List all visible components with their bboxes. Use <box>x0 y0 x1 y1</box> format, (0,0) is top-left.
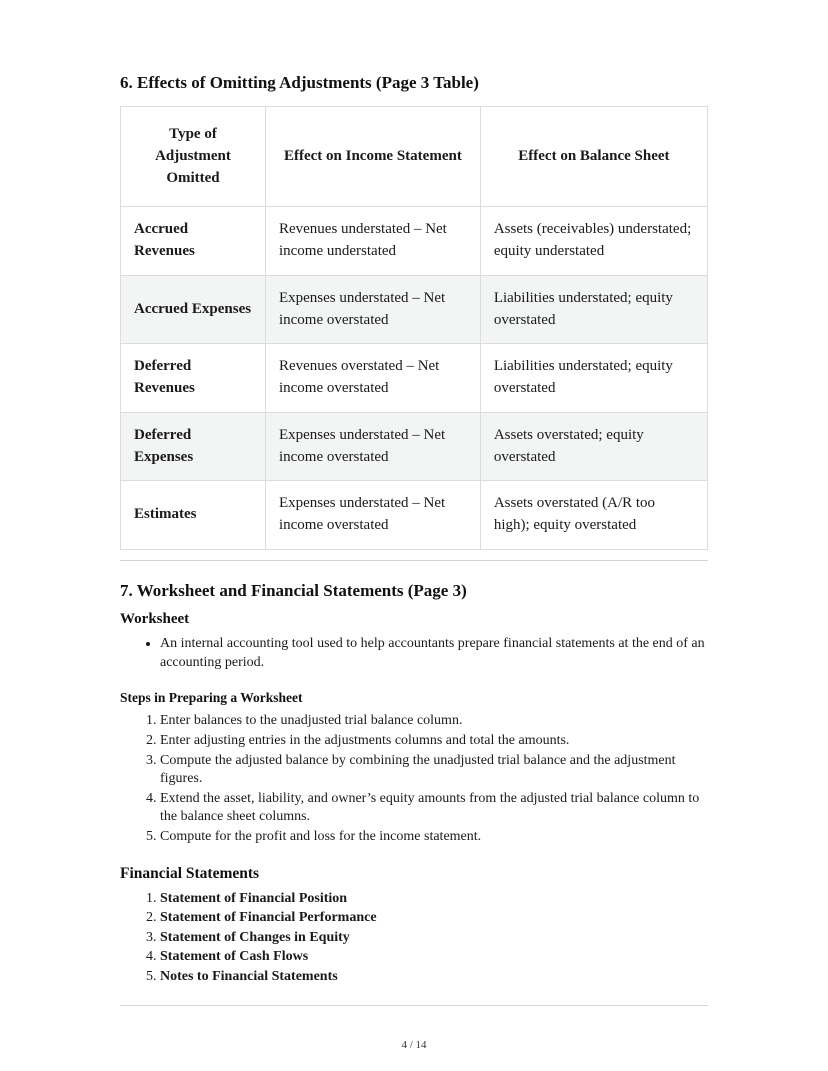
list-item: 3. Compute the adjusted balance by combining the unadjusted trial balance and the adjustment figures. <box>160 752 708 789</box>
list-item: 1. Statement of Financial Position <box>160 890 708 909</box>
financial-statements-list <box>120 890 708 987</box>
list-item: 4. Extend the asset, liability, and owner’s equity amounts from the adjusted trial balance column to the balance sheet columns. <box>160 790 708 827</box>
list-item: 5. Compute for the profit and loss for the income statement. <box>160 828 708 847</box>
list-item: 2. Statement of Financial Performance <box>160 909 708 928</box>
table-cell-income: Revenues overstated – Net income overstated <box>265 344 480 413</box>
table-cell-income: Expenses understated – Net income overstated <box>265 481 480 550</box>
table-cell-income: Revenues understated – Net income understated <box>265 207 480 276</box>
table-cell-type: Deferred Revenues <box>121 344 266 413</box>
list-item: 3. Statement of Changes in Equity <box>160 929 708 948</box>
list-item: 2. Enter adjusting entries in the adjustments columns and total the amounts. <box>160 732 708 751</box>
list-item: 5. Notes to Financial Statements <box>160 968 708 987</box>
financial-statements-heading: Financial Statements <box>120 864 260 882</box>
table-header-type: Type of Adjustment Omitted <box>121 107 266 207</box>
table-cell-balance: Liabilities understated; equity overstated <box>480 275 707 344</box>
table-header-balance: Effect on Balance Sheet <box>480 107 707 207</box>
table-row <box>121 344 708 413</box>
table-cell-balance: Assets overstated (A/R too high); equity overstated <box>480 481 707 550</box>
table-cell-type: Accrued Expenses <box>121 275 266 344</box>
list-item: 1. Enter balances to the unadjusted trial balance column. <box>160 712 708 731</box>
table-cell-income: Expenses understated – Net income overstated <box>265 412 480 481</box>
worksheet-steps-list <box>120 712 708 846</box>
table-cell-type: Accrued Revenues <box>121 207 266 276</box>
page-number: 4 / 14 <box>401 1039 427 1051</box>
list-item: • An internal accounting tool used to help accountants prepare financial statements at the end of an accounting period. <box>160 634 708 673</box>
section-6-heading: 6. Effects of Omitting Adjustments (Page 3 Table) <box>120 73 479 92</box>
table-cell-income: Expenses understated – Net income overstated <box>265 275 480 344</box>
bottom-divider <box>120 1005 708 1006</box>
table-row <box>121 481 708 550</box>
table-cell-type: Estimates <box>121 481 266 550</box>
table-cell-balance: Assets (receivables) understated; equity understated <box>480 207 707 276</box>
table-row <box>121 275 708 344</box>
table-header-row <box>121 107 708 207</box>
worksheet-bullet-list <box>120 634 708 673</box>
table-row <box>121 207 708 276</box>
table-header-income: Effect on Income Statement <box>265 107 480 207</box>
section-7-heading: 7. Worksheet and Financial Statements (Page 3) <box>120 580 467 600</box>
list-item: 4. Statement of Cash Flows <box>160 948 708 967</box>
table-cell-type: Deferred Expenses <box>121 412 266 481</box>
table-cell-balance: Liabilities understated; equity overstated <box>480 344 707 413</box>
section-divider <box>120 560 708 561</box>
omitting-adjustments-table <box>120 106 708 550</box>
table-row <box>121 412 708 481</box>
worksheet-heading: Worksheet <box>120 610 190 627</box>
steps-heading: Steps in Preparing a Worksheet <box>120 690 303 706</box>
table-cell-balance: Assets overstated; equity overstated <box>480 412 707 481</box>
